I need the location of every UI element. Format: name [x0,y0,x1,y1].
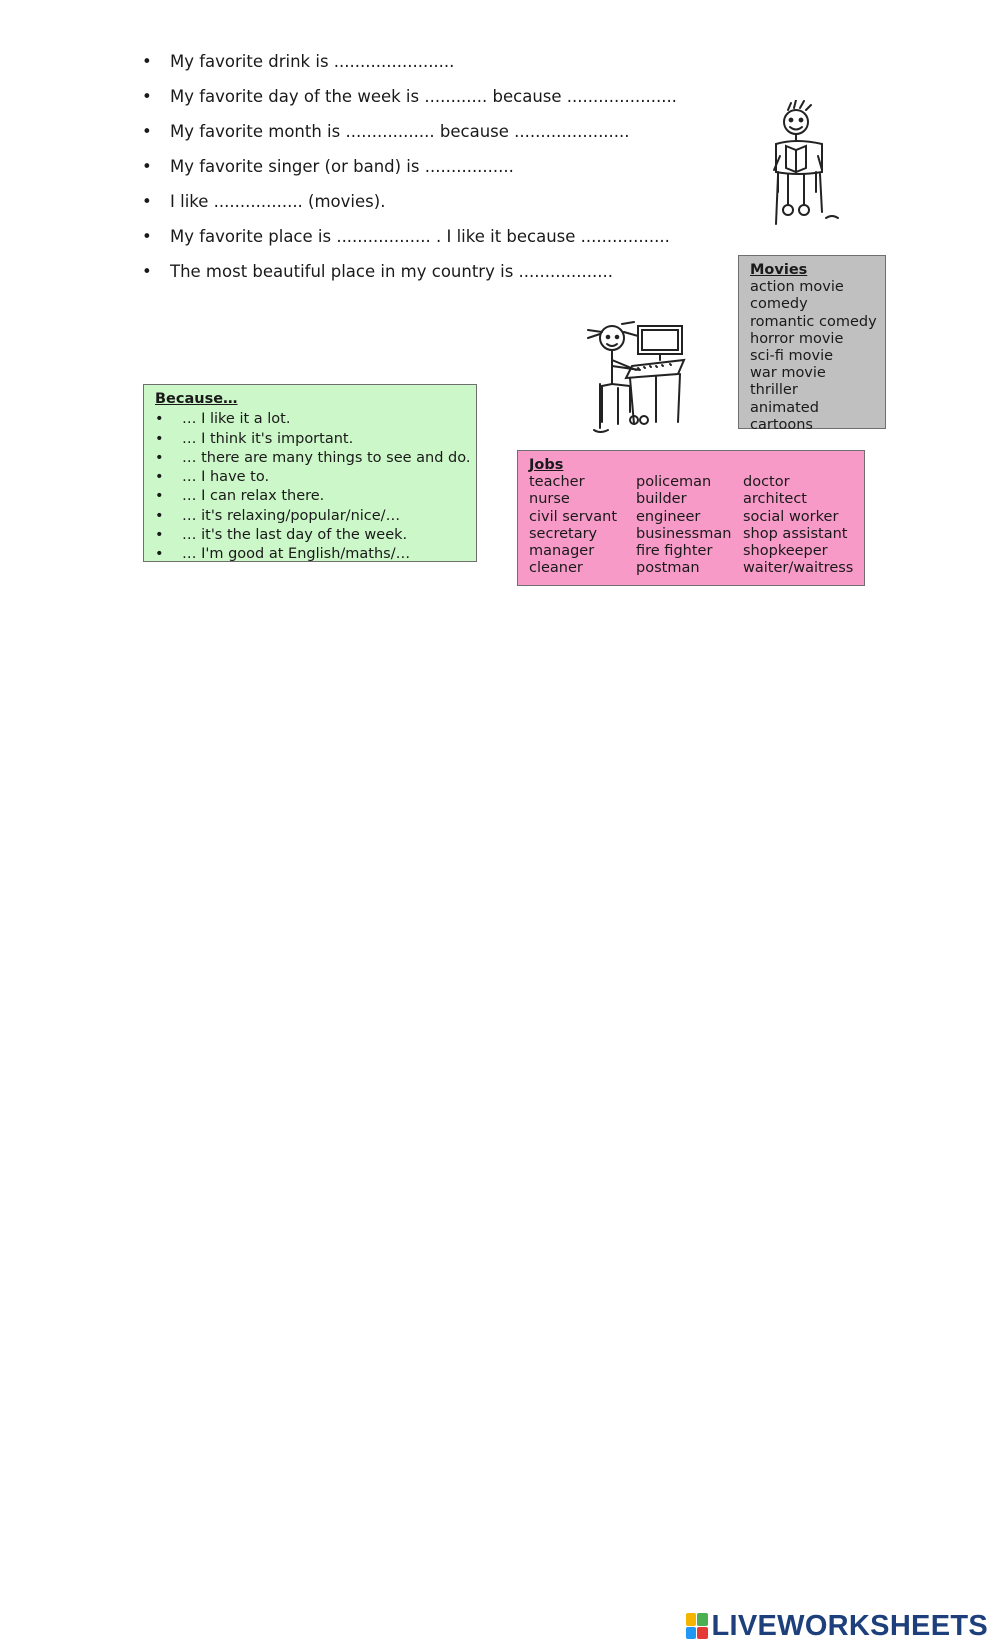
sentence-text: My favorite singer (or band) is ................. [170,157,514,176]
movie-item: war movie [750,365,826,382]
bullet: • [155,469,164,486]
bullet: • [155,507,164,524]
sentence-item [142,52,742,87]
sentence-item [142,157,742,192]
stick-figure-reading-icon [766,100,846,228]
movie-item: sci-fi movie [750,347,834,364]
list-item [155,410,476,429]
bullet: • [142,122,152,141]
job-item: doctor [743,474,790,491]
bullet: • [142,262,152,281]
job-item: manager [529,542,595,559]
because-item-text: … I think it's important. [182,430,354,447]
bullet: • [142,192,152,211]
bullet: • [142,157,152,176]
list-item [155,487,476,506]
because-item-text: … it's the last day of the week. [182,526,408,543]
sentence-text: My favorite month is ................. because ...................... [170,122,630,141]
jobs-title: Jobs [529,457,564,473]
job-item: civil servant [529,508,618,525]
because-item-text: … there are many things to see and do. [182,449,471,466]
movie-item: thriller [750,382,798,399]
sentence-text: My favorite drink is ....................... [170,52,455,71]
logo-mark-icon [686,1613,708,1639]
job-item: postman [636,560,700,577]
job-item: nurse [529,491,570,508]
bullet: • [142,227,152,246]
because-item-text: … I can relax there. [182,488,325,505]
job-item: builder [636,491,687,508]
bullet: • [155,526,164,543]
job-item: social worker [743,508,839,525]
bullet: • [155,546,164,563]
job-item: secretary [529,525,598,542]
sentence-item [142,122,742,157]
job-item: businessman [636,525,732,542]
sentence-text: My favorite day of the week is ............ because ..................... [170,87,677,106]
list-item [155,468,476,487]
liveworksheets-logo[interactable] [686,1609,989,1643]
because-item-text: … I have to. [182,469,270,486]
bullet: • [155,449,164,466]
logo-text: LIVEWORKSHEETS [711,1609,988,1642]
sentence-list [142,52,742,297]
list-item [155,449,476,468]
sentence-item [142,192,742,227]
sentence-item [142,87,742,122]
bullet: • [155,488,164,505]
list-item [155,545,476,564]
movies-title: Movies [750,262,808,278]
job-item: fire fighter [636,542,713,559]
logo-square [697,1613,708,1626]
movie-item: animated cartoons [750,399,819,433]
because-title: Because… [155,391,238,407]
because-item-text: … I like it a lot. [182,411,291,428]
job-item: cleaner [529,560,583,577]
logo-square [686,1627,697,1640]
sentence-text: My favorite place is .................. . I like it because ................. [170,227,670,246]
sentence-item [142,227,742,262]
jobs-box [517,450,865,586]
sentence-item [142,262,742,297]
bullet: • [155,430,164,447]
bullet: • [155,411,164,428]
movie-item: romantic comedy [750,313,877,330]
job-item: waiter/waitress [743,560,854,577]
logo-square [686,1613,697,1626]
movie-item: action movie [750,279,844,296]
because-item-text: … it's relaxing/popular/nice/… [182,507,401,524]
movie-item: comedy [750,296,808,313]
list-item [155,526,476,545]
because-item-text: … I'm good at English/maths/… [182,546,411,563]
sentence-text: I like ................. (movies). [170,192,386,211]
job-item: shopkeeper [743,542,828,559]
job-item: engineer [636,508,701,525]
logo-square [697,1627,708,1640]
job-item: shop assistant [743,525,848,542]
jobs-grid [529,474,864,577]
list-item [155,507,476,526]
because-list [155,410,476,564]
because-box [143,384,477,562]
bullet: • [142,52,152,71]
job-item: policeman [636,474,712,491]
sentence-text: The most beautiful place in my country is .................. [170,262,613,281]
movie-item: horror movie [750,330,844,347]
stick-figure-computer-icon [586,318,696,436]
bullet: • [142,87,152,106]
list-item [155,430,476,449]
job-item: teacher [529,474,585,491]
movies-box [738,255,886,433]
job-item: architect [743,491,807,508]
